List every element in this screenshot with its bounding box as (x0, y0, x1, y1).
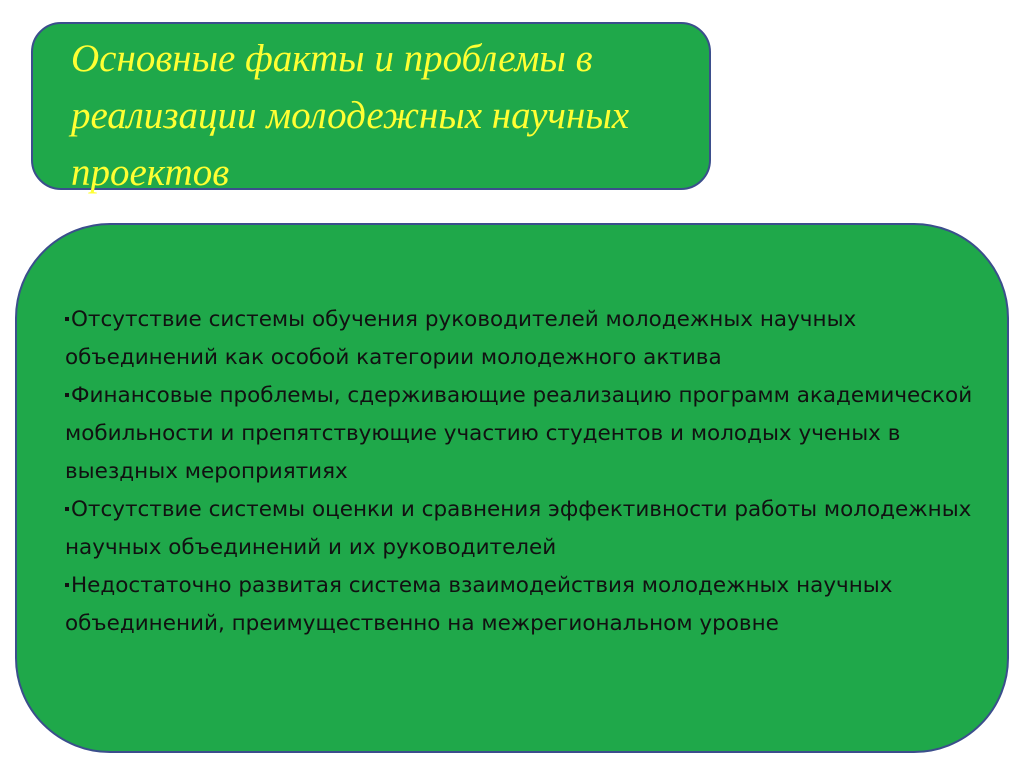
bullet-icon (65, 583, 69, 587)
bullet-text: Недостаточно развитая система взаимодействия молодежных научных объединений, преимущественно на межрегиональном уровне (65, 573, 893, 636)
content-box (15, 223, 1009, 753)
bullet-item (65, 491, 975, 567)
bullet-item (65, 301, 975, 377)
bullet-text: Финансовые проблемы, сдерживающие реализацию программ академической мобильности и препятствующие участию студентов и молодых ученых в выездных мероприятиях (65, 383, 973, 484)
bullet-icon (65, 393, 69, 397)
bullet-item (65, 377, 975, 491)
bullet-list (65, 301, 975, 643)
title-box (31, 22, 711, 194)
bullet-text: Отсутствие системы обучения руководителей молодежных научных объединений как особой категории молодежного актива (65, 307, 857, 370)
bullet-item (65, 567, 975, 643)
slide-title: Основные факты и проблемы в реализации молодежных научных проектов (71, 37, 630, 194)
bullet-text: Отсутствие системы оценки и сравнения эффективности работы молодежных научных объединений и их руководителей (65, 497, 972, 560)
bullet-icon (65, 317, 69, 321)
bullet-icon (65, 507, 69, 511)
